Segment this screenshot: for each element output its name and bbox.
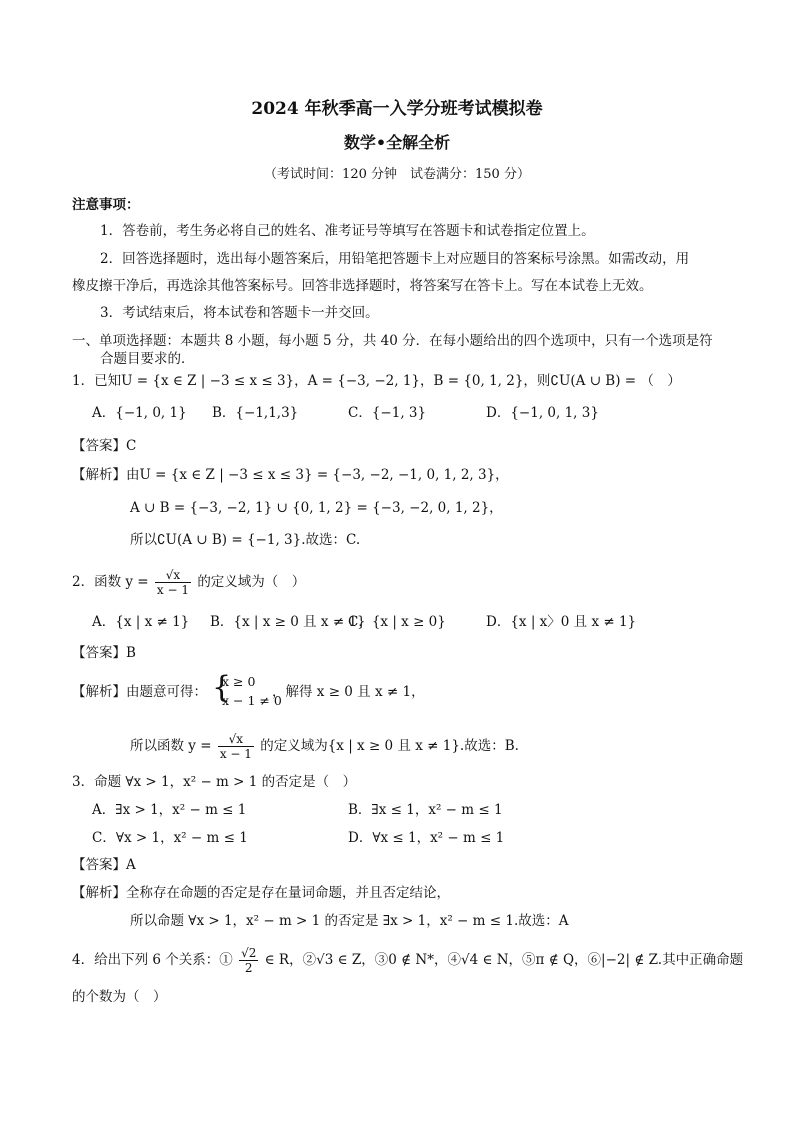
system-brace: { <box>212 670 232 705</box>
q2-option-b: B．{x | x ≥ 0 且 x ≠ 1} <box>210 614 366 630</box>
q4-stem-suffix: ∈ R，②√3 ∈ Z，③0 ∉ N*，④√4 ∈ N，⑤π ∉ Q，⑥|−2| ∉ Z.其中正确命题 <box>264 952 744 968</box>
q2-answer: 【答案】B <box>72 645 136 661</box>
q2-fraction-2 <box>218 732 254 761</box>
q1-option-d: D．{−1, 0, 1, 3} <box>486 405 599 421</box>
q4-frac-num: √2 <box>241 946 257 960</box>
q2-option-a: A．{x | x ≠ 1} <box>92 614 190 630</box>
question-1-stem: 1．已知U = {x ∈ Z | −3 ≤ x ≤ 3}，A = {−3, −2, 1}，B = {0, 1, 2}，则∁U(A ∪ B) = （ ） <box>72 373 681 389</box>
q2-analysis-2 <box>130 732 519 761</box>
section-heading-cont: 合题目要求的． <box>100 351 195 367</box>
question-3-stem: 3．命题 ∀x > 1，x² − m > 1 的否定是（ ） <box>72 774 357 790</box>
q3-option-a: A．∃x > 1，x² − m ≤ 1 <box>92 802 247 818</box>
exam-info: （考试时间：120 分钟 试卷满分：150 分） <box>264 167 530 182</box>
q1-answer: 【答案】C <box>72 438 137 454</box>
page-subtitle: 数学•全解全析 <box>343 133 451 152</box>
q2-analysis-prefix: 【解析】由题意可得： <box>72 684 207 700</box>
notes-heading: 注意事项： <box>72 197 140 213</box>
q1-option-b: B．{−1,1,3} <box>212 405 299 421</box>
q2-system-line: x ≥ 0 <box>222 674 256 689</box>
q2-frac-num-2: √x <box>218 732 254 747</box>
question-4-stem <box>72 946 743 975</box>
note-item: 1．答卷前，考生务必将自己的姓名、准考证号等填写在答题卡和试卷指定位置上。 <box>100 223 595 239</box>
q3-option-c: C．∀x > 1，x² − m ≤ 1 <box>92 830 248 846</box>
q1-analysis: A ∪ B = {−3, −2, 1} ∪ {0, 1, 2} = {−3, −2, 0, 1, 2}， <box>130 500 503 516</box>
q2-option-d: D．{x | x〉0 且 x ≠ 1} <box>486 614 637 630</box>
q1-analysis: 【解析】由U = {x ∈ Z | −3 ≤ x ≤ 3} = {−3, −2, −1, 0, 1, 2, 3}， <box>72 467 509 483</box>
q2-stem-suffix: 的定义域为（ ） <box>197 574 306 590</box>
q2-frac-den: x − 1 <box>156 583 190 597</box>
q2-fraction <box>155 568 191 597</box>
note-item: 2．回答选择题时，选出每小题答案后，用铅笔把答题卡上对应题目的答案标号涂黑。如需改动，用 <box>100 251 690 267</box>
q3-analysis: 所以命题 ∀x > 1，x² − m > 1 的否定是 ∃x > 1，x² − m ≤ 1.故选：A <box>130 913 569 929</box>
section-heading: 一、单项选择题：本题共 8 小题，每小题 5 分，共 40 分．在每小题给出的四个选项中，只有一个选项是符 <box>72 333 713 349</box>
question-2-stem <box>72 568 305 597</box>
q2-option-c: C．{x | x ≥ 0} <box>348 614 446 630</box>
q1-analysis: 所以∁U(A ∪ B) = {−1, 3}.故选：C. <box>130 532 361 548</box>
q4-frac-den: 2 <box>244 961 253 975</box>
q4-stem-prefix: 4．给出下列 6 个关系：① <box>72 952 233 968</box>
q3-answer: 【答案】A <box>72 857 136 873</box>
q4-fraction <box>239 946 258 975</box>
q2-system-line: x − 1 ≠ 0 <box>222 693 282 708</box>
q2-frac-num: √x <box>155 568 191 583</box>
q2-frac-den-2: x − 1 <box>219 747 252 761</box>
question-4-stem-cont: 的个数为（ ） <box>72 989 167 1005</box>
q1-option-a: A．{−1, 0, 1} <box>92 405 187 421</box>
q3-option-b: B．∃x ≤ 1，x² − m ≤ 1 <box>348 802 503 818</box>
note-item: 3．考试结束后，将本试卷和答题卡一并交回。 <box>100 305 379 321</box>
q1-option-c: C．{−1, 3} <box>348 405 427 421</box>
q3-analysis: 【解析】全称存在命题的否定是存在量词命题，并且否定结论， <box>72 885 450 901</box>
note-item: 橡皮擦干净后，再选涂其他答案标号。回答非选择题时，将答案写在答卡上。写在本试卷上无效。 <box>72 278 653 294</box>
q2-analysis2-prefix: 所以函数 y = <box>130 738 212 754</box>
q2-analysis2-suffix: 的定义域为{x | x ≥ 0 且 x ≠ 1}.故选：B. <box>260 738 519 754</box>
q3-option-d: D．∀x ≤ 1，x² − m ≤ 1 <box>348 830 505 846</box>
page-title: 2024 年秋季高一入学分班考试模拟卷 <box>251 99 543 119</box>
q2-stem-prefix: 2．函数 y = <box>72 574 149 590</box>
q2-analysis-suffix: ，解得 x ≥ 0 且 x ≠ 1， <box>272 684 425 700</box>
